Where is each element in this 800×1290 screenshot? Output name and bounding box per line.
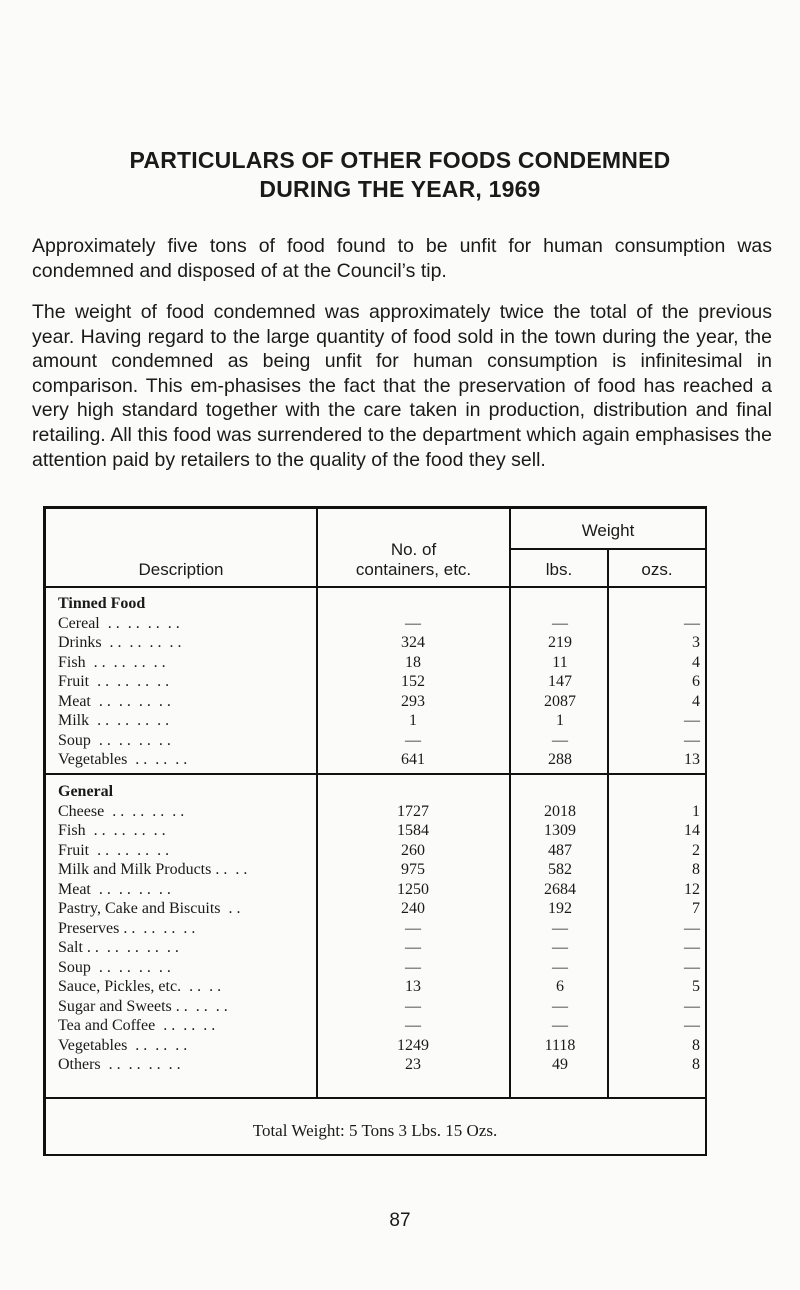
row-lbs: 2087 bbox=[544, 692, 576, 710]
weight-subheader-line bbox=[509, 548, 705, 550]
row-description: Drinks . . . . . . . . bbox=[58, 634, 182, 651]
row-ozs: 1 bbox=[692, 802, 700, 820]
row-lbs: 49 bbox=[552, 1056, 568, 1073]
row-description: Preserves . . . . . . . . bbox=[58, 919, 196, 937]
row-description: Milk . . . . . . . . bbox=[58, 712, 170, 729]
row-ozs: 8 bbox=[692, 1036, 700, 1054]
row-ozs: — bbox=[684, 939, 700, 956]
title-line-1: PARTICULARS OF OTHER FOODS CONDEMNED bbox=[129, 147, 671, 173]
row-ozs: — bbox=[684, 731, 700, 749]
page-number: 87 bbox=[389, 1210, 411, 1231]
row-lbs: — bbox=[552, 958, 568, 976]
row-description: Meat . . . . . . . . bbox=[58, 880, 171, 898]
row-description: Fruit . . . . . . . . bbox=[58, 673, 170, 690]
row-ozs: 3 bbox=[692, 634, 700, 651]
row-containers: 641 bbox=[401, 751, 425, 768]
row-containers: — bbox=[405, 958, 421, 976]
row-ozs: — bbox=[684, 614, 700, 632]
row-ozs: 6 bbox=[692, 673, 700, 690]
row-description: Milk and Milk Products . . . . bbox=[58, 861, 248, 878]
row-lbs: 1309 bbox=[544, 822, 576, 839]
header-containers-line-1: No. of bbox=[390, 540, 437, 559]
row-containers: 18 bbox=[405, 653, 421, 671]
total-divider-line bbox=[45, 1097, 705, 1099]
row-lbs: 487 bbox=[548, 841, 572, 859]
row-ozs: 4 bbox=[692, 653, 700, 671]
page-title bbox=[0, 146, 800, 204]
row-description: Sugar and Sweets . . . . . . bbox=[58, 997, 228, 1015]
total-weight: Total Weight: 5 Tons 3 Lbs. 15 Ozs. bbox=[252, 1121, 498, 1140]
row-description: Vegetables . . . . . . bbox=[58, 751, 188, 768]
body-paragraph: The weight of food condemned was approximately twice the total of the previous year. Having regard to the large quantity of food sold in the town during the year, the amount condemned as being unfit for human consumption is infinitesimal in comparison. This em-phasises the fact that the preservation of food has reached a very high standard together with the care taken in production, distribution and final retailing. All this food was surrendered to the department which again emphasises the attention paid by retailers to the quality of the food they sell. bbox=[32, 301, 772, 471]
row-lbs: 2018 bbox=[544, 802, 576, 820]
row-ozs: 8 bbox=[692, 861, 700, 878]
row-ozs: 5 bbox=[692, 978, 700, 995]
row-description: Salt . . . . . . . . . . bbox=[58, 939, 179, 956]
row-lbs: 6 bbox=[556, 978, 564, 995]
row-ozs: 13 bbox=[684, 751, 700, 768]
row-description: Fish . . . . . . . . bbox=[58, 822, 166, 839]
row-description: Fish . . . . . . . . bbox=[58, 653, 166, 671]
row-lbs: — bbox=[552, 939, 568, 956]
general-section-title: General bbox=[58, 783, 114, 800]
row-containers: 260 bbox=[401, 841, 425, 859]
row-containers: — bbox=[405, 614, 421, 632]
row-containers: 1727 bbox=[397, 802, 429, 820]
row-containers: 1 bbox=[409, 712, 417, 729]
row-ozs: — bbox=[684, 958, 700, 976]
title-line-2: DURING THE YEAR, 1969 bbox=[259, 176, 541, 202]
row-containers: 1584 bbox=[397, 822, 429, 839]
row-containers: — bbox=[405, 919, 421, 937]
row-containers: 324 bbox=[401, 634, 425, 651]
row-lbs: 1118 bbox=[544, 1036, 576, 1054]
row-lbs: 2684 bbox=[544, 880, 576, 898]
row-containers: — bbox=[405, 939, 421, 956]
row-description: Cereal . . . . . . . . bbox=[58, 614, 180, 632]
row-containers: 152 bbox=[401, 673, 425, 690]
row-containers: 23 bbox=[405, 1056, 421, 1073]
row-containers: — bbox=[405, 997, 421, 1015]
row-ozs: — bbox=[684, 919, 700, 937]
header-weight: Weight bbox=[581, 521, 635, 540]
row-description: Others . . . . . . . . bbox=[58, 1056, 181, 1073]
row-ozs: — bbox=[684, 1017, 700, 1034]
row-description: Cheese . . . . . . . . bbox=[58, 802, 185, 820]
header-description: Description bbox=[138, 560, 224, 579]
row-lbs: 1 bbox=[556, 712, 564, 729]
row-ozs: 4 bbox=[692, 692, 700, 710]
row-containers: 293 bbox=[401, 692, 425, 710]
row-lbs: 288 bbox=[548, 751, 572, 768]
row-lbs: — bbox=[552, 731, 568, 749]
row-ozs: 7 bbox=[692, 900, 700, 917]
intro-paragraph: Approximately five tons of food found to be unfit for human consumption was condemned and disposed of at the Council’s tip. bbox=[32, 235, 772, 282]
row-containers: 240 bbox=[401, 900, 425, 917]
row-description: Pastry, Cake and Biscuits . . bbox=[58, 900, 241, 917]
row-lbs: — bbox=[552, 614, 568, 632]
tinned-section-title: Tinned Food bbox=[58, 595, 146, 612]
row-containers: 1249 bbox=[397, 1036, 429, 1054]
header-containers bbox=[318, 540, 509, 580]
row-description: Meat . . . . . . . . bbox=[58, 692, 171, 710]
row-lbs: 219 bbox=[548, 634, 572, 651]
row-lbs: 147 bbox=[548, 673, 572, 690]
section-divider-line bbox=[45, 773, 705, 775]
row-description: Fruit . . . . . . . . bbox=[58, 841, 170, 859]
row-description: Vegetables . . . . . . bbox=[58, 1036, 188, 1054]
row-lbs: 582 bbox=[548, 861, 572, 878]
row-description: Soup . . . . . . . . bbox=[58, 958, 171, 976]
row-description: Soup . . . . . . . . bbox=[58, 731, 171, 749]
row-containers: 975 bbox=[401, 861, 425, 878]
row-ozs: 2 bbox=[692, 841, 700, 859]
row-lbs: — bbox=[552, 919, 568, 937]
row-ozs: 8 bbox=[692, 1056, 700, 1073]
header-lbs: lbs. bbox=[545, 560, 573, 579]
row-ozs: — bbox=[684, 997, 700, 1015]
row-containers: 13 bbox=[405, 978, 421, 995]
row-lbs: 11 bbox=[552, 653, 568, 671]
row-containers: — bbox=[405, 1017, 421, 1034]
row-lbs: — bbox=[552, 997, 568, 1015]
row-containers: 1250 bbox=[397, 880, 429, 898]
row-containers: — bbox=[405, 731, 421, 749]
header-containers-line-2: containers, etc. bbox=[355, 560, 472, 579]
row-description: Tea and Coffee . . . . . . bbox=[58, 1017, 216, 1034]
row-ozs: 14 bbox=[684, 822, 700, 839]
header-bottom-line bbox=[45, 586, 705, 588]
header-ozs: ozs. bbox=[641, 560, 673, 579]
row-ozs: — bbox=[684, 712, 700, 729]
row-lbs: 192 bbox=[548, 900, 572, 917]
row-lbs: — bbox=[552, 1017, 568, 1034]
row-description: Sauce, Pickles, etc. . . . . bbox=[58, 978, 222, 995]
row-ozs: 12 bbox=[684, 880, 700, 898]
